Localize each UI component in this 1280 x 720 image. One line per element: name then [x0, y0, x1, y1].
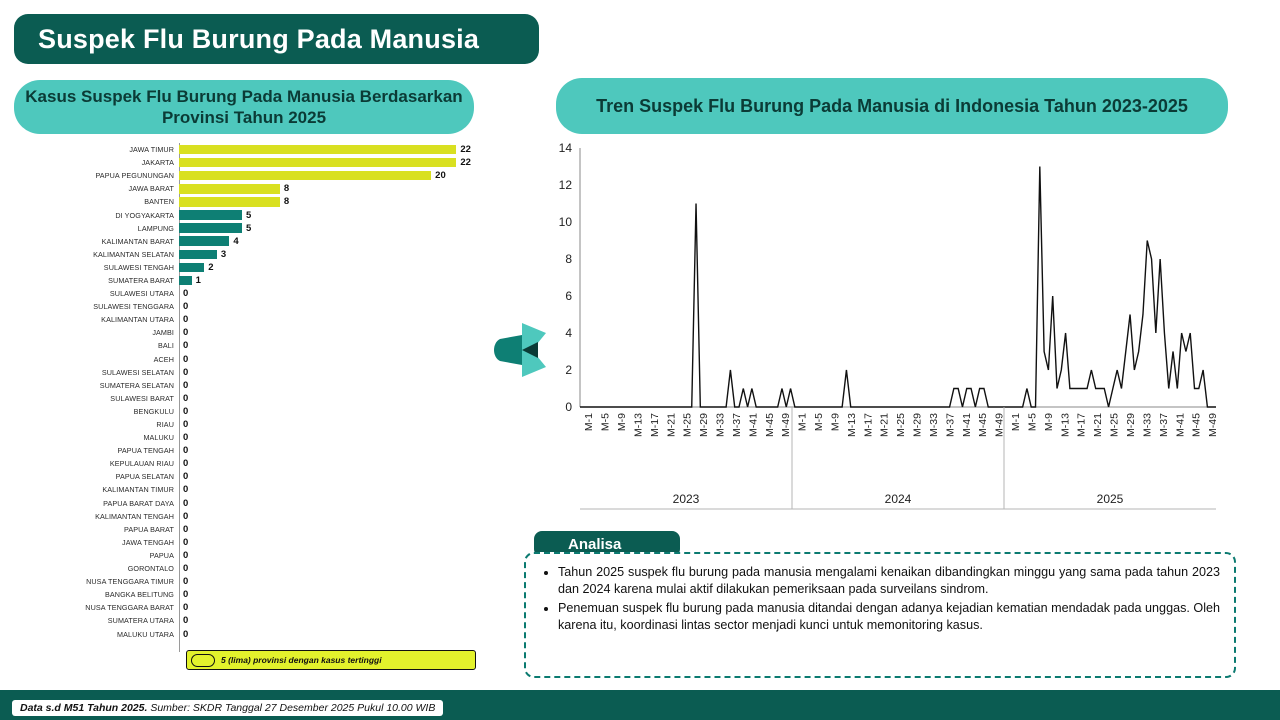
svg-text:2: 2: [565, 363, 572, 377]
bar-category-label: PAPUA TENGAH: [117, 446, 174, 456]
analisa-bullet: • Penemuan suspek flu burung pada manusia ditandai dengan adanya kejadian kematian mendadak pada unggas. Oleh karena itu, koordinasi lintas sector menjadi kunci untuk memonitoring kasus.: [558, 600, 1220, 633]
bar-value-label: 0: [183, 471, 189, 483]
svg-text:0: 0: [565, 400, 572, 414]
bar-value-label: 22: [460, 157, 471, 169]
svg-text:10: 10: [558, 215, 572, 229]
bar-value-label: 0: [183, 576, 189, 588]
bar-chart-row: [14, 470, 494, 483]
bar-chart-row: [14, 614, 494, 627]
bar-track: [179, 523, 494, 536]
bar-category-label: BENGKULU: [133, 406, 174, 416]
x-tick-label: M-37: [944, 413, 957, 437]
x-tick-label: M-25: [681, 413, 694, 437]
bar-category-label: ACEH: [153, 354, 174, 364]
bar-value-label: 2: [208, 261, 214, 273]
bar-track: [179, 588, 494, 601]
bar-track: [179, 510, 494, 523]
bar-value-label: 0: [183, 484, 189, 496]
x-tick-label: M-13: [1059, 413, 1072, 437]
bar-category-label: NUSA TENGGARA TIMUR: [86, 577, 174, 587]
bar-value-label: 0: [183, 327, 189, 339]
bar-value-label: 0: [183, 458, 189, 470]
bar-value-label: 0: [183, 536, 189, 548]
bar-track: [179, 562, 494, 575]
bar-category-label: KALIMANTAN TENGAH: [95, 511, 174, 521]
bar-value-label: 0: [183, 510, 189, 522]
bar-track: [179, 549, 494, 562]
bar-value-label: 22: [460, 144, 471, 156]
bar-track: [179, 143, 494, 156]
x-tick-label: M-29: [698, 413, 711, 437]
bar-chart-row: [14, 287, 494, 300]
bar-value-label: 0: [183, 288, 189, 300]
bar-category-label: KALIMANTAN SELATAN: [93, 249, 174, 259]
bar-chart-row: [14, 274, 494, 287]
svg-text:8: 8: [565, 252, 572, 266]
legend-pill-icon: [191, 654, 215, 667]
bar-track: [179, 169, 494, 182]
bar-value-label: 0: [183, 497, 189, 509]
year-label: 2025: [1096, 492, 1124, 506]
bar-track: [179, 261, 494, 274]
x-tick-label: M-41: [960, 413, 973, 437]
trend-line-series: [580, 167, 1216, 408]
bar-value-label: 0: [183, 549, 189, 561]
bar-value-label: 8: [283, 196, 290, 208]
bar-track: [179, 182, 494, 195]
bar-track: [179, 405, 494, 418]
bar-category-label: SULAWESI SELATAN: [101, 367, 174, 377]
svg-text:14: 14: [558, 141, 572, 155]
page-title: [14, 14, 539, 64]
footer-note: [12, 700, 443, 716]
bar-chart-row: [14, 300, 494, 313]
bar-chart-rows: [14, 143, 494, 641]
bar-category-label: KALIMANTAN BARAT: [101, 236, 174, 246]
bar-category-label: JAKARTA: [141, 158, 174, 168]
bar-value-label: 0: [183, 523, 189, 535]
bar-value-label: 0: [183, 301, 189, 313]
bar-chart-row: [14, 575, 494, 588]
x-tick-label: M-33: [714, 413, 727, 437]
bar-track: [179, 339, 494, 352]
bar-category-label: SUMATERA SELATAN: [99, 380, 174, 390]
bar-chart-row: [14, 326, 494, 339]
bar-chart-row: [14, 562, 494, 575]
bar-category-label: PAPUA BARAT DAYA: [103, 498, 174, 508]
x-tick-label: M-9: [829, 413, 842, 432]
x-tick-label: M-49: [993, 413, 1006, 437]
x-tick-label: M-17: [1075, 413, 1088, 437]
footer-note-bold: Data s.d M51 Tahun 2025.: [20, 702, 148, 714]
x-tick-label: M-25: [1108, 413, 1121, 437]
left-chart-title: [14, 80, 474, 134]
right-chart-title: [556, 78, 1228, 134]
bar-category-label: NUSA TENGGARA BARAT: [85, 603, 174, 613]
bar: [179, 236, 229, 246]
x-tick-label: M-1: [583, 413, 596, 432]
svg-text:4: 4: [565, 326, 572, 340]
x-tick-label: M-21: [878, 413, 891, 437]
bar-value-label: 0: [183, 628, 189, 640]
bar-value-label: 0: [183, 563, 189, 575]
bar-category-label: PAPUA SELATAN: [115, 472, 174, 482]
bar-chart-row: [14, 143, 494, 156]
x-tick-label: M-1: [796, 413, 809, 432]
bar-category-label: DI YOGYAKARTA: [115, 210, 174, 220]
bar: [179, 184, 280, 194]
bar-value-label: 0: [183, 314, 189, 326]
year-label: 2023: [672, 492, 700, 506]
x-tick-label: M-37: [731, 413, 743, 437]
bar-track: [179, 497, 494, 510]
bar-chart-row: [14, 208, 494, 221]
bar-chart-row: [14, 235, 494, 248]
bar-category-label: PAPUA BARAT: [124, 524, 174, 534]
bar-value-label: 0: [183, 353, 189, 365]
bar-value-label: 0: [183, 602, 189, 614]
legend-label: 5 (lima) provinsi dengan kasus tertinggi: [221, 655, 382, 665]
bar-chart-row: [14, 510, 494, 523]
bar-category-label: SUMATERA BARAT: [108, 275, 174, 285]
bar-value-label: 0: [183, 340, 189, 352]
bar-value-label: 20: [435, 170, 446, 182]
bar: [179, 223, 242, 233]
line-chart-svg: [528, 140, 1228, 515]
bar-chart-row: [14, 483, 494, 496]
bar-value-label: 0: [183, 405, 189, 417]
x-tick-label: M-29: [1125, 413, 1137, 437]
x-tick-label: M-25: [895, 413, 908, 437]
x-tick-label: M-45: [763, 413, 776, 437]
bar-track: [179, 287, 494, 300]
bar-chart-row: [14, 601, 494, 614]
bar-track: [179, 156, 494, 169]
bar-track: [179, 418, 494, 431]
x-tick-label: M-21: [665, 413, 678, 437]
analisa-bullet-list: [540, 564, 1220, 633]
bar-chart-row: [14, 182, 494, 195]
bar-chart-row: [14, 222, 494, 235]
bar-track: [179, 208, 494, 221]
bar-track: [179, 353, 494, 366]
bar-chart-row: [14, 261, 494, 274]
bar-category-label: KALIMANTAN TIMUR: [102, 485, 174, 495]
bar-category-label: SULAWESI BARAT: [110, 393, 174, 403]
bar-track: [179, 536, 494, 549]
bar-value-label: 0: [183, 432, 189, 444]
bar: [179, 145, 456, 155]
bar-category-label: KALIMANTAN UTARA: [101, 315, 174, 325]
bar: [179, 276, 192, 286]
x-tick-label: M-13: [632, 413, 645, 437]
bar-category-label: PAPUA PEGUNUNGAN: [95, 171, 174, 181]
bar-chart-row: [14, 549, 494, 562]
bar-track: [179, 235, 494, 248]
bar-value-label: 1: [195, 274, 201, 286]
bar-value-label: 0: [183, 419, 189, 431]
x-tick-label: M-49: [1207, 413, 1220, 437]
bar-category-label: JAWA TIMUR: [129, 145, 174, 155]
bar-category-label: LAMPUNG: [137, 223, 174, 233]
bar-value-label: 3: [220, 248, 227, 260]
bar-chart-row: [14, 444, 494, 457]
bar-chart-row: [14, 379, 494, 392]
bar: [179, 263, 204, 273]
bar-track: [179, 195, 494, 208]
bar-chart-row: [14, 627, 494, 640]
svg-text:12: 12: [558, 178, 572, 192]
x-tick-label: M-5: [813, 413, 826, 432]
bar-track: [179, 392, 494, 405]
x-tick-label: M-9: [616, 413, 628, 432]
bar: [179, 171, 431, 181]
bar-category-label: BANTEN: [144, 197, 174, 207]
bar-track: [179, 431, 494, 444]
bar-track: [179, 470, 494, 483]
x-tick-label: M-33: [1141, 413, 1154, 437]
bar-track: [179, 313, 494, 326]
x-tick-label: M-45: [977, 413, 990, 437]
x-tick-label: M-17: [862, 413, 875, 437]
bar-track: [179, 248, 494, 261]
bar-chart-row: [14, 353, 494, 366]
x-tick-label: M-21: [1092, 413, 1105, 437]
bar-chart-row: [14, 431, 494, 444]
bar-category-label: BALI: [158, 341, 174, 351]
x-tick-label: M-5: [599, 413, 612, 432]
bar-chart-row: [14, 313, 494, 326]
bar-track: [179, 274, 494, 287]
bar-category-label: BANGKA BELITUNG: [104, 590, 174, 600]
bar-value-label: 0: [183, 615, 189, 627]
bar-chart-row: [14, 457, 494, 470]
bar-chart-row: [14, 248, 494, 261]
bar-value-label: 5: [246, 209, 252, 221]
year-label: 2024: [884, 492, 912, 506]
bar-value-label: 0: [183, 379, 189, 391]
bar-track: [179, 601, 494, 614]
bar-value-label: 4: [233, 235, 239, 247]
left-chart-title-text: Kasus Suspek Flu Burung Pada Manusia Berdasarkan Provinsi Tahun 2025: [25, 86, 463, 127]
bar-track: [179, 457, 494, 470]
bar: [179, 197, 280, 207]
bar-category-label: SULAWESI UTARA: [109, 289, 174, 299]
x-tick-label: M-5: [1026, 413, 1039, 432]
bar-category-label: JAMBI: [152, 328, 174, 338]
bar-category-label: SUMATERA UTARA: [107, 616, 174, 626]
bar-value-label: 5: [246, 222, 252, 234]
x-tick-label: M-17: [648, 413, 661, 437]
bar-chart-row: [14, 156, 494, 169]
svg-text:6: 6: [565, 289, 572, 303]
bar-value-label: 8: [283, 183, 290, 195]
bar-category-label: SULAWESI TENGGARA: [93, 302, 174, 312]
x-tick-label: M-45: [1190, 413, 1203, 437]
x-tick-label: M-41: [1174, 413, 1187, 437]
province-bar-chart: [14, 143, 494, 668]
bar-category-label: GORONTALO: [127, 564, 174, 574]
bar-value-label: 0: [183, 366, 189, 378]
bar-track: [179, 366, 494, 379]
x-tick-label: M-29: [911, 413, 924, 437]
x-tick-label: M-37: [1157, 413, 1170, 437]
x-tick-label: M-41: [747, 413, 760, 437]
bar-chart-row: [14, 418, 494, 431]
bar: [179, 250, 217, 260]
bar-chart-row: [14, 195, 494, 208]
bar-track: [179, 614, 494, 627]
bar-chart-row: [14, 339, 494, 352]
bar-chart-row: [14, 405, 494, 418]
bar-category-label: PAPUA: [149, 550, 174, 560]
bar-value-label: 0: [183, 445, 189, 457]
trend-line-chart: [528, 140, 1228, 515]
bar-category-label: JAWA TENGAH: [122, 537, 174, 547]
x-tick-label: M-1: [1010, 413, 1023, 432]
bar-category-label: KEPULAUAN RIAU: [109, 459, 174, 469]
bar-value-label: 0: [183, 589, 189, 601]
bar-category-label: RIAU: [156, 420, 174, 430]
bar-category-label: SULAWESI TENGAH: [103, 262, 174, 272]
bar-chart-row: [14, 366, 494, 379]
bar-value-label: 0: [183, 392, 189, 404]
bar-chart-row: [14, 588, 494, 601]
bar-chart-row: [14, 497, 494, 510]
bar-track: [179, 444, 494, 457]
analisa-bullet: • Tahun 2025 suspek flu burung pada manusia mengalami kenaikan dibandingkan minggu yang sama pada tahun 2023 dan 2024 karena mulai aktif dilakukan pemeriksaan pada surveilans sindrom.: [558, 564, 1220, 597]
right-chart-title-text: Tren Suspek Flu Burung Pada Manusia di Indonesia Tahun 2023-2025: [596, 95, 1188, 116]
bar-chart-legend: [186, 650, 476, 670]
line-chart-plot: [528, 140, 1228, 515]
bar-chart-row: [14, 169, 494, 182]
x-tick-label: M-33: [928, 413, 940, 437]
bar-track: [179, 300, 494, 313]
bar-category-label: JAWA BARAT: [128, 184, 174, 194]
page-title-text: Suspek Flu Burung Pada Manusia: [38, 23, 480, 54]
bar-track: [179, 627, 494, 640]
bar-chart-row: [14, 523, 494, 536]
footer-note-source: Sumber: SKDR Tanggal 27 Desember 2025 Pukul 10.00 WIB: [150, 702, 436, 714]
analisa-box: [524, 552, 1236, 678]
x-tick-label: M-13: [845, 413, 858, 437]
bar-track: [179, 575, 494, 588]
bar: [179, 210, 242, 220]
bar-category-label: MALUKU: [143, 433, 174, 443]
bar-track: [179, 222, 494, 235]
bar-chart-row: [14, 536, 494, 549]
bar-track: [179, 483, 494, 496]
analisa-tab-label: Analisa: [568, 535, 622, 553]
x-tick-label: M-49: [780, 413, 793, 437]
x-tick-label: M-9: [1042, 413, 1055, 432]
bar-category-label: MALUKU UTARA: [117, 629, 174, 639]
bar-track: [179, 326, 494, 339]
bar-track: [179, 379, 494, 392]
bar-chart-row: [14, 392, 494, 405]
bar: [179, 158, 456, 168]
